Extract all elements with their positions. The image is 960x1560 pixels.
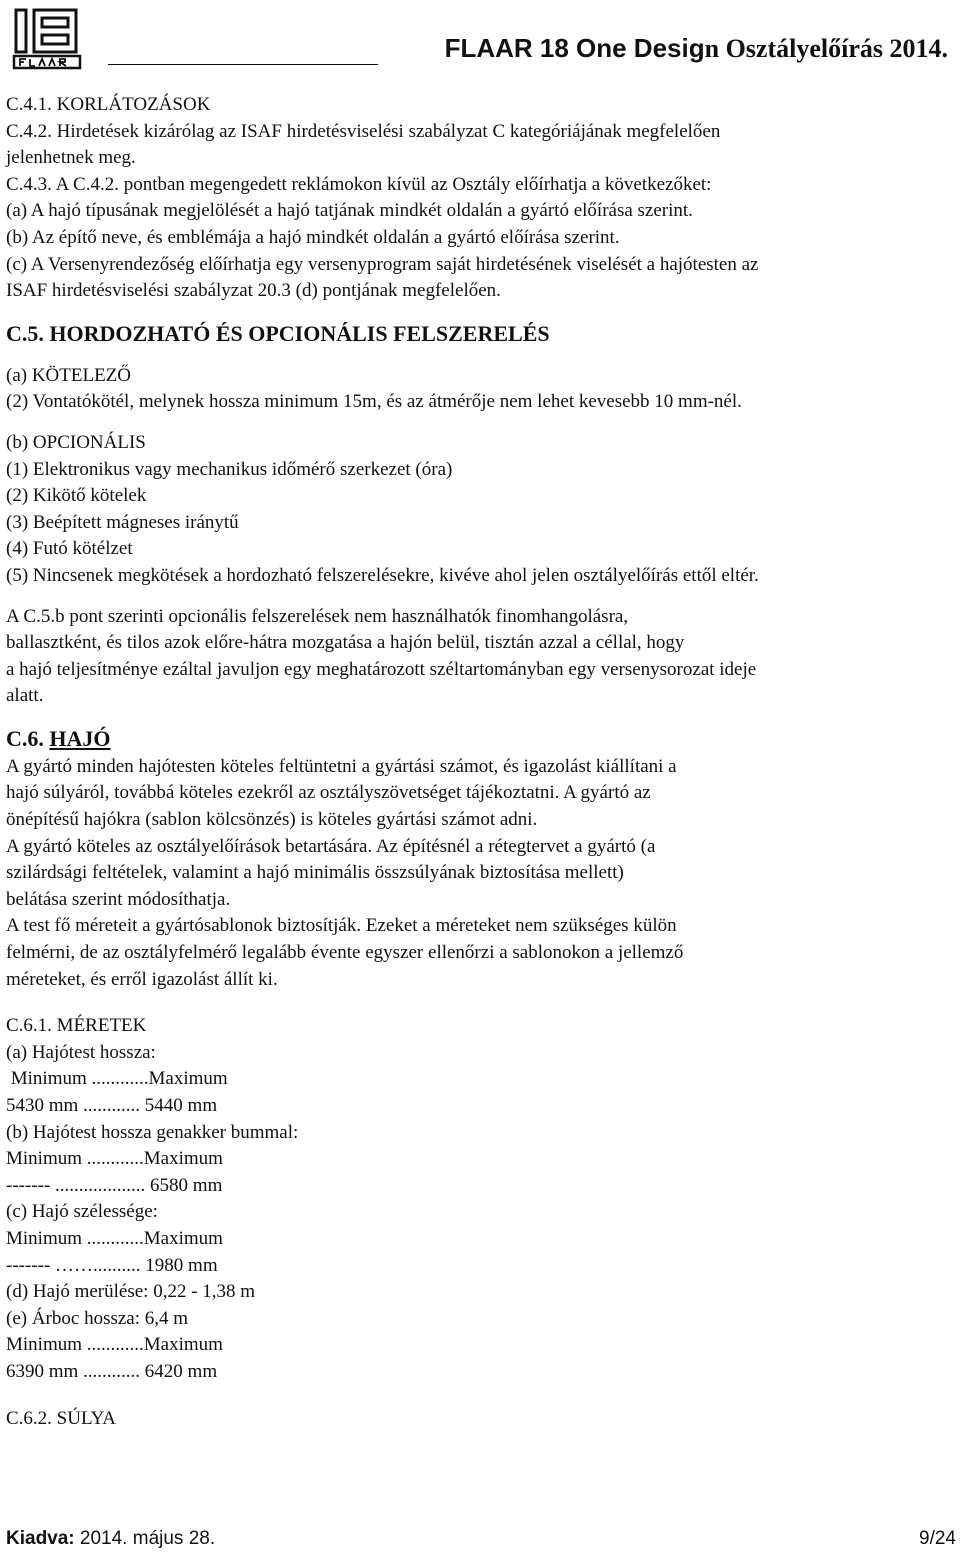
paragraph-line: hajó súlyáról, továbbá köteles ezekről az osztályszövetséget tájékoztatni. A gyártó az bbox=[6, 782, 651, 804]
measurement-header: Minimum ............Maximum bbox=[6, 1227, 223, 1249]
subheading-optional: (b) OPCIONÁLIS bbox=[6, 431, 146, 453]
title-part-serif: n Osztályelőírás 2014. bbox=[704, 34, 948, 63]
document-title bbox=[445, 33, 948, 64]
paragraph-line: jelenhetnek meg. bbox=[6, 147, 136, 169]
section-number: C.6. bbox=[6, 725, 50, 751]
list-item: (3) Beépített mágneses iránytű bbox=[6, 511, 239, 533]
measurement-header: Minimum ............Maximum bbox=[6, 1334, 223, 1356]
measurement-values: ------- ................... 6580 mm bbox=[6, 1174, 223, 1196]
list-item: (1) Elektronikus vagy mechanikus időmérő szerkezet (óra) bbox=[6, 458, 453, 480]
list-item: (4) Futó kötélzet bbox=[6, 538, 133, 560]
subheading-mandatory: (a) KÖTELEZŐ bbox=[6, 364, 132, 386]
list-item: (5) Nincsenek megkötések a hordozható felszerelésekre, kivéve ahol jelen osztályelőírás ettől eltér. bbox=[6, 564, 759, 586]
paragraph-line: ballasztként, és tilos azok előre-hátra mozgatása a hajón belül, tisztán azzal a céllal, hogy bbox=[6, 632, 685, 654]
paragraph-line: (a) A hajó típusának megjelölését a hajó tatjának mindkét oldalán a gyártó előírása szerint. bbox=[6, 200, 693, 222]
section-heading-c5: C.5. HORDOZHATÓ ÉS OPCIONÁLIS FELSZERELÉS bbox=[6, 320, 550, 346]
measurement-header: Minimum ............Maximum bbox=[6, 1068, 228, 1090]
measurement-values: 5430 mm ............ 5440 mm bbox=[6, 1095, 218, 1116]
measurement-values: 6390 mm ............ 6420 mm bbox=[6, 1360, 218, 1382]
page-number: 9/24 bbox=[919, 1528, 956, 1549]
paragraph-line: A C.5.b pont szerinti opcionális felszerelések nem használhatók finomhangolásra, bbox=[6, 605, 629, 627]
measurement-values: ------- …….......... 1980 mm bbox=[6, 1254, 218, 1276]
section-heading-c41: C.4.1. KORLÁTOZÁSOK bbox=[6, 94, 211, 115]
issue-label: Kiadva: bbox=[6, 1528, 75, 1549]
list-item: (2) Vontatókötél, melynek hossza minimum 15m, és az átmérője nem lehet kevesebb 10 mm-nél. bbox=[6, 391, 742, 413]
paragraph-line: A gyártó köteles az osztályelőírások betartására. Az építésnél a rétegtervet a gyártó (a bbox=[6, 835, 656, 857]
paragraph-line: C.4.3. A C.4.2. pontban megengedett reklámokon kívül az Osztály előírhatja a következőket: bbox=[6, 173, 712, 195]
paragraph-line: belátása szerint módosíthatja. bbox=[6, 888, 231, 910]
header-rule bbox=[108, 64, 378, 65]
list-item: (2) Kikötő kötelek bbox=[6, 485, 147, 507]
page-header bbox=[0, 0, 960, 82]
document-body bbox=[6, 92, 946, 1432]
measurement-label: (c) Hajó szélessége: bbox=[6, 1201, 158, 1223]
paragraph-line: alatt. bbox=[6, 685, 44, 707]
issue-date-value: 2014. május 28. bbox=[74, 1528, 216, 1549]
paragraph-line: önépítésű hajókra (sablon kölcsönzés) is köteles gyártási számot adni. bbox=[6, 809, 538, 831]
flaar-18-logo bbox=[12, 4, 82, 70]
measurement-label: (b) Hajótest hossza genakker bummal: bbox=[6, 1121, 299, 1143]
paragraph-line: A gyártó minden hajótesten köteles feltüntetni a gyártási számot, és igazolást kiállítani a bbox=[6, 755, 677, 777]
measurement-header: Minimum ............Maximum bbox=[6, 1148, 223, 1170]
section-heading-c62: C.6.2. SÚLYA bbox=[6, 1407, 117, 1429]
measurement-label: (d) Hajó merülése: 0,22 - 1,38 m bbox=[6, 1281, 256, 1303]
paragraph-line: ISAF hirdetésviselési szabályzat 20.3 (d) pontjának megfelelően. bbox=[6, 280, 501, 302]
paragraph-line: C.4.2. Hirdetések kizárólag az ISAF hirdetésviselési szabályzat C kategóriájának megfelelően bbox=[6, 120, 721, 142]
measurement-label: (a) Hajótest hossza: bbox=[6, 1041, 156, 1063]
paragraph-line: felmérni, de az osztályfelmérő legalább évente egyszer ellenőrzi a sablonokon a jellemző bbox=[6, 942, 684, 964]
title-part-sans: FLAAR 18 One Desig bbox=[444, 33, 705, 63]
paragraph-line: A test fő méreteit a gyártósablonok biztosítják. Ezeket a méreteket nem szükséges külön bbox=[6, 915, 677, 937]
paragraph-line: (b) Az építő neve, és emblémája a hajó mindkét oldalán a gyártó előírása szerint. bbox=[6, 226, 620, 248]
paragraph-line: méreteket, és erről igazolást állít ki. bbox=[6, 968, 278, 990]
paragraph-line: (c) A Versenyrendezőség előírhatja egy versenyprogram saját hirdetésének viselését a hajótesten az bbox=[6, 253, 759, 275]
section-title: HAJÓ bbox=[49, 725, 111, 751]
page-footer bbox=[6, 1528, 956, 1556]
paragraph-line: a hajó teljesítménye ezáltal javuljon egy meghatározott széltartományban egy versenysorozat ideje bbox=[6, 658, 757, 680]
section-heading-c61: C.6.1. MÉRETEK bbox=[6, 1015, 147, 1037]
paragraph-line: szilárdsági feltételek, valamint a hajó minimális összsúlyának biztosítása mellett) bbox=[6, 862, 624, 884]
section-heading-c6 bbox=[6, 724, 946, 754]
issue-date bbox=[6, 1528, 215, 1550]
measurement-label: (e) Árboc hossza: 6,4 m bbox=[6, 1307, 189, 1329]
